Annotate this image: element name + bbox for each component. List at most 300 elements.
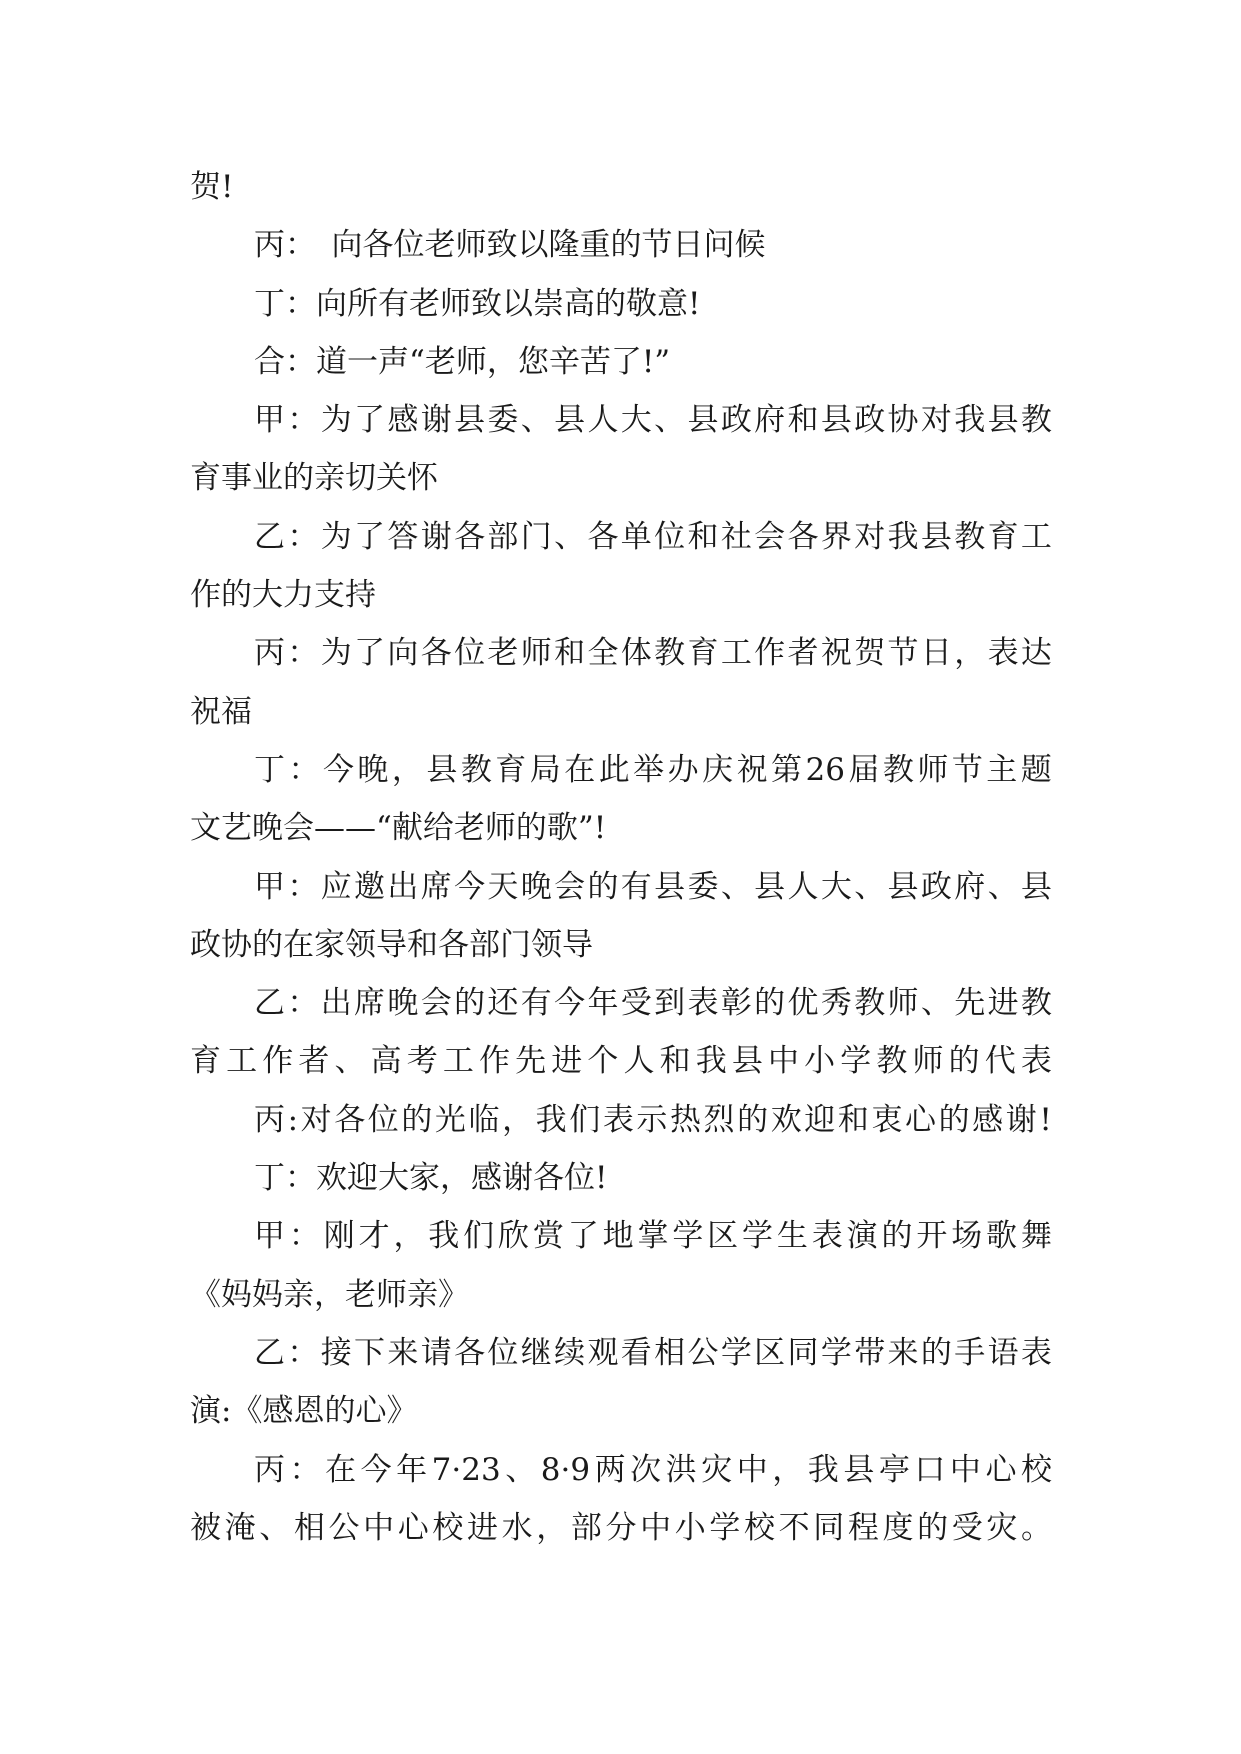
line-glyph: 洪 bbox=[665, 1451, 697, 1488]
line-glyph: 彰 bbox=[720, 985, 752, 1022]
line-glyph: 作 bbox=[754, 635, 786, 672]
line-glyph: 和 bbox=[659, 1043, 691, 1080]
line-glyph: 代 bbox=[984, 1043, 1016, 1080]
line-glyph: 、 bbox=[654, 402, 686, 439]
line-glyph: 作 bbox=[262, 1043, 294, 1080]
line-glyph: 带 bbox=[854, 1334, 886, 1371]
line-glyph: 的 bbox=[454, 985, 486, 1022]
line-glyph: ： bbox=[287, 402, 319, 439]
line-glyph: 的 bbox=[881, 1218, 913, 1255]
line-glyph: 表 bbox=[987, 635, 1019, 672]
line-glyph: ： bbox=[287, 635, 319, 672]
line-glyph: 表 bbox=[687, 985, 719, 1022]
line-glyph: ： bbox=[287, 985, 319, 1022]
text-line: 育事业的亲切关怀 bbox=[190, 460, 438, 497]
line-glyph: 各 bbox=[454, 518, 486, 555]
text-line bbox=[190, 858, 1052, 916]
line-glyph: 观 bbox=[587, 1334, 619, 1371]
line-glyph: 演 bbox=[846, 1218, 878, 1255]
line-glyph: 乙 bbox=[254, 985, 285, 1022]
line-glyph: 人 bbox=[623, 1043, 655, 1080]
line-glyph: 位 bbox=[654, 518, 686, 555]
text-line: 政协的在家领导和各部门领导 bbox=[190, 926, 593, 963]
line-glyph: 晚 bbox=[387, 985, 419, 1022]
line-glyph: 了 bbox=[354, 402, 386, 439]
text-line bbox=[190, 624, 1052, 682]
line-glyph: 和 bbox=[554, 635, 586, 672]
line-glyph: 小 bbox=[804, 1043, 836, 1080]
line-glyph: 的 bbox=[754, 985, 786, 1022]
line-glyph: 感 bbox=[972, 1101, 1004, 1138]
line-glyph: 届 bbox=[848, 751, 880, 788]
line-glyph: 席 bbox=[420, 868, 452, 905]
line-glyph: 心 bbox=[397, 1509, 429, 1546]
line-glyph: 育 bbox=[987, 518, 1019, 555]
line-glyph: 学 bbox=[820, 1334, 852, 1371]
line-glyph: 县 bbox=[731, 1043, 763, 1080]
line-glyph: 谢 bbox=[420, 402, 452, 439]
line-glyph: 师 bbox=[887, 985, 919, 1022]
line-glyph: 个 bbox=[587, 1043, 619, 1080]
line-glyph: 亭 bbox=[878, 1451, 910, 1488]
line-glyph: 学 bbox=[742, 1218, 774, 1255]
line-glyph: 光 bbox=[434, 1101, 466, 1138]
line-glyph: 看 bbox=[620, 1334, 652, 1371]
line-glyph: 教 bbox=[1020, 985, 1052, 1022]
line-glyph: 、 bbox=[259, 1509, 291, 1546]
line-glyph: 优 bbox=[787, 985, 819, 1022]
line-glyph: 今 bbox=[554, 985, 586, 1022]
line-glyph: ： bbox=[287, 518, 319, 555]
line-glyph: 们 bbox=[569, 1101, 601, 1138]
line-glyph: 的 bbox=[917, 1509, 949, 1546]
line-glyph: 达 bbox=[1020, 635, 1052, 672]
line-glyph: 谢 bbox=[1005, 1101, 1037, 1138]
line-glyph: 为 bbox=[320, 635, 352, 672]
line-glyph: ： bbox=[287, 1334, 319, 1371]
line-glyph: 灾 bbox=[701, 1451, 733, 1488]
line-glyph: 的 bbox=[948, 1043, 980, 1080]
line-glyph: 有 bbox=[620, 868, 652, 905]
line-glyph: 委 bbox=[687, 868, 719, 905]
line-glyph: 区 bbox=[754, 1334, 786, 1371]
line-glyph: 。 bbox=[1021, 1509, 1052, 1546]
line-glyph: 进 bbox=[467, 1509, 498, 1546]
line-glyph: 我 bbox=[954, 402, 986, 439]
line-glyph: 公 bbox=[687, 1334, 719, 1371]
line-glyph: 接 bbox=[320, 1334, 352, 1371]
line-glyph: 、 bbox=[920, 985, 952, 1022]
line-glyph: 分 bbox=[605, 1509, 637, 1546]
line-glyph: 度 bbox=[882, 1509, 914, 1546]
line-glyph: 学 bbox=[709, 1509, 741, 1546]
line-glyph: 和 bbox=[837, 1101, 869, 1138]
text-line: 演:《感恩的心》 bbox=[190, 1393, 418, 1430]
line-glyph: 赏 bbox=[532, 1218, 564, 1255]
line-glyph: 歌 bbox=[986, 1218, 1018, 1255]
line-glyph: 今 bbox=[360, 1451, 392, 1488]
line-glyph: ： bbox=[288, 1218, 320, 1255]
line-glyph: 县 bbox=[754, 868, 786, 905]
line-glyph: 、 bbox=[505, 1451, 537, 1488]
line-glyph: ： bbox=[287, 868, 319, 905]
line-glyph: 先 bbox=[515, 1043, 547, 1080]
line-glyph: 受 bbox=[620, 985, 652, 1022]
line-glyph: 政 bbox=[720, 402, 752, 439]
line-glyph: 祝 bbox=[820, 635, 852, 672]
line-glyph: 舞 bbox=[1020, 1218, 1052, 1255]
line-glyph: 县 bbox=[987, 402, 1019, 439]
line-glyph: 的 bbox=[401, 1101, 433, 1138]
line-glyph: 对 bbox=[920, 402, 952, 439]
line-glyph: 8·9 bbox=[540, 1451, 591, 1488]
line-glyph: 中 bbox=[363, 1509, 395, 1546]
line-glyph: 不 bbox=[778, 1509, 810, 1546]
line-glyph: 继 bbox=[520, 1334, 552, 1371]
text-line: 合：道一声“老师，您辛苦了!” bbox=[254, 343, 671, 380]
line-glyph: 教 bbox=[654, 635, 686, 672]
line-glyph: 教 bbox=[460, 751, 492, 788]
line-glyph: 工 bbox=[442, 1043, 474, 1080]
line-glyph: 会 bbox=[420, 985, 452, 1022]
line-glyph: 者 bbox=[787, 635, 819, 672]
line-glyph: 年 bbox=[396, 1451, 428, 1488]
line-glyph: 各 bbox=[420, 635, 452, 672]
line-glyph: 同 bbox=[813, 1509, 845, 1546]
line-glyph: 示 bbox=[636, 1101, 668, 1138]
line-glyph: 应 bbox=[320, 868, 352, 905]
line-glyph: 中 bbox=[768, 1043, 799, 1080]
line-glyph: 程 bbox=[847, 1509, 879, 1546]
line-glyph: 晚 bbox=[520, 868, 552, 905]
line-glyph: 到 bbox=[654, 985, 686, 1022]
line-glyph: 中 bbox=[949, 1451, 981, 1488]
line-glyph: 还 bbox=[487, 985, 519, 1022]
line-glyph: 丙 bbox=[254, 1101, 285, 1138]
line-glyph: 为 bbox=[320, 518, 352, 555]
line-glyph: 26 bbox=[805, 751, 845, 788]
line-glyph: ， bbox=[391, 751, 423, 788]
line-glyph: 县 bbox=[843, 1451, 875, 1488]
line-glyph: 的 bbox=[737, 1101, 769, 1138]
line-glyph: 欣 bbox=[498, 1218, 530, 1255]
line-glyph: 题 bbox=[1020, 751, 1052, 788]
line-glyph: 向 bbox=[387, 635, 419, 672]
line-glyph: ， bbox=[954, 635, 986, 672]
line-glyph: 师 bbox=[917, 751, 949, 788]
line-glyph: 临 bbox=[468, 1101, 500, 1138]
line-glyph: 会 bbox=[754, 518, 786, 555]
text-line: 贺! bbox=[190, 169, 234, 205]
line-glyph: 作 bbox=[479, 1043, 510, 1080]
line-glyph: 、 bbox=[554, 518, 586, 555]
line-glyph: 我 bbox=[535, 1101, 567, 1138]
line-glyph: 来 bbox=[887, 1334, 919, 1371]
line-glyph: : bbox=[287, 1101, 299, 1138]
line-glyph: 委 bbox=[487, 402, 519, 439]
line-glyph: 欢 bbox=[770, 1101, 802, 1138]
line-glyph: 部 bbox=[570, 1509, 602, 1546]
line-glyph: 师 bbox=[912, 1043, 944, 1080]
text-line: 文艺晚会——“献给老师的歌”! bbox=[190, 810, 607, 847]
line-glyph: 相 bbox=[654, 1334, 686, 1371]
line-glyph: 了 bbox=[354, 635, 386, 672]
line-glyph: 掌 bbox=[637, 1218, 669, 1255]
line-glyph: 县 bbox=[887, 868, 919, 905]
line-glyph: 淹 bbox=[224, 1509, 256, 1546]
line-glyph: 政 bbox=[854, 402, 886, 439]
line-glyph: 表 bbox=[602, 1101, 634, 1138]
line-glyph: 教 bbox=[876, 1043, 908, 1080]
text-line: 祝福 bbox=[190, 693, 252, 730]
line-glyph: 县 bbox=[1020, 868, 1052, 905]
line-glyph: 教 bbox=[854, 985, 886, 1022]
line-glyph: 甲 bbox=[254, 1218, 285, 1255]
line-glyph: 部 bbox=[487, 518, 519, 555]
line-glyph: 各 bbox=[334, 1101, 366, 1138]
text-line: 作的大力支持 bbox=[190, 577, 376, 614]
line-glyph: 烈 bbox=[703, 1101, 735, 1138]
line-glyph: 人 bbox=[587, 402, 619, 439]
line-glyph: 席 bbox=[354, 985, 386, 1022]
line-glyph: 谢 bbox=[420, 518, 452, 555]
line-glyph: 同 bbox=[787, 1334, 819, 1371]
line-glyph: 水 bbox=[501, 1509, 533, 1546]
line-glyph: 对 bbox=[300, 1101, 332, 1138]
line-glyph: 此 bbox=[598, 751, 630, 788]
line-glyph: 高 bbox=[370, 1043, 402, 1080]
line-glyph: 衷 bbox=[871, 1101, 903, 1138]
line-glyph: 热 bbox=[669, 1101, 701, 1138]
line-glyph: 下 bbox=[354, 1334, 386, 1371]
line-glyph: 学 bbox=[840, 1043, 872, 1080]
line-glyph: 者 bbox=[298, 1043, 330, 1080]
line-glyph: 县 bbox=[554, 402, 586, 439]
line-glyph: 我 bbox=[695, 1043, 727, 1080]
line-glyph: 办 bbox=[667, 751, 699, 788]
line-glyph: 县 bbox=[687, 402, 719, 439]
line-glyph: 刚 bbox=[323, 1218, 355, 1255]
line-glyph: 举 bbox=[633, 751, 665, 788]
line-glyph: 大 bbox=[620, 402, 652, 439]
line-glyph: 手 bbox=[954, 1334, 986, 1371]
line-glyph: 区 bbox=[707, 1218, 739, 1255]
line-glyph: 县 bbox=[454, 402, 486, 439]
line-glyph: 体 bbox=[620, 635, 652, 672]
line-glyph: 节 bbox=[951, 751, 983, 788]
line-glyph: 的 bbox=[938, 1101, 970, 1138]
line-glyph: 心 bbox=[985, 1451, 1017, 1488]
line-glyph: 各 bbox=[454, 1334, 486, 1371]
line-glyph: 丁 bbox=[254, 751, 285, 788]
text-line bbox=[190, 391, 1052, 449]
line-glyph: 社 bbox=[720, 518, 752, 555]
line-glyph: 被 bbox=[190, 1509, 221, 1546]
line-glyph: 先 bbox=[954, 985, 986, 1022]
line-glyph: 表 bbox=[811, 1218, 843, 1255]
line-glyph: 小 bbox=[674, 1509, 706, 1546]
line-glyph: 教 bbox=[882, 751, 914, 788]
line-glyph: 感 bbox=[387, 402, 419, 439]
text-line: 丙： 向各位老师致以隆重的节日问候 bbox=[254, 227, 766, 264]
line-glyph: 中 bbox=[640, 1509, 672, 1546]
line-glyph: 工 bbox=[720, 635, 752, 672]
line-glyph: 位 bbox=[367, 1101, 399, 1138]
line-glyph: 工 bbox=[1020, 518, 1052, 555]
line-glyph: 我 bbox=[428, 1218, 460, 1255]
line-glyph: 年 bbox=[587, 985, 619, 1022]
line-glyph: 育 bbox=[495, 751, 527, 788]
line-glyph: 乙 bbox=[254, 1334, 285, 1371]
text-line bbox=[190, 1207, 1052, 1265]
line-glyph: ： bbox=[288, 751, 320, 788]
line-glyph: 出 bbox=[320, 985, 352, 1022]
line-glyph: 校 bbox=[1020, 1451, 1052, 1488]
line-glyph: 受 bbox=[951, 1509, 983, 1546]
text-line: 《妈妈亲，老师亲》 bbox=[190, 1276, 469, 1313]
line-glyph: 灾 bbox=[986, 1509, 1018, 1546]
line-glyph: 各 bbox=[587, 518, 619, 555]
line-glyph: 今 bbox=[454, 868, 486, 905]
line-glyph: 府 bbox=[954, 868, 986, 905]
text-line bbox=[190, 974, 1052, 1032]
line-glyph: ： bbox=[289, 1451, 321, 1488]
line-glyph: 会 bbox=[554, 868, 586, 905]
line-glyph: 节 bbox=[887, 635, 919, 672]
line-glyph: 乙 bbox=[254, 518, 285, 555]
line-glyph: 县 bbox=[920, 518, 952, 555]
line-glyph: 次 bbox=[630, 1451, 662, 1488]
line-glyph: 生 bbox=[776, 1218, 808, 1255]
line-glyph: 各 bbox=[787, 518, 819, 555]
line-glyph: 校 bbox=[744, 1509, 775, 1546]
line-glyph: 们 bbox=[463, 1218, 495, 1255]
line-glyph: 中 bbox=[736, 1451, 768, 1488]
line-glyph: 场 bbox=[951, 1218, 983, 1255]
line-glyph: 7·23 bbox=[431, 1451, 501, 1488]
line-glyph: 考 bbox=[406, 1043, 438, 1080]
line-glyph: 我 bbox=[807, 1451, 839, 1488]
text-line bbox=[190, 1441, 1052, 1499]
line-glyph: 对 bbox=[854, 518, 886, 555]
line-glyph: 甲 bbox=[254, 868, 285, 905]
document-body bbox=[190, 158, 1052, 1557]
line-glyph: 日 bbox=[920, 635, 952, 672]
line-glyph: 主 bbox=[986, 751, 1018, 788]
line-glyph: 丙 bbox=[254, 1451, 285, 1488]
line-glyph: 进 bbox=[987, 985, 1019, 1022]
text-line: 丁：向所有老师致以崇高的敬意! bbox=[254, 285, 701, 322]
line-glyph: 师 bbox=[520, 635, 552, 672]
line-glyph: 门 bbox=[520, 518, 552, 555]
line-glyph: 为 bbox=[320, 402, 352, 439]
line-glyph: 在 bbox=[564, 751, 596, 788]
line-glyph: 有 bbox=[520, 985, 552, 1022]
line-glyph: 县 bbox=[820, 402, 852, 439]
line-glyph: 相 bbox=[293, 1509, 325, 1546]
line-glyph: 和 bbox=[687, 518, 719, 555]
line-glyph: 答 bbox=[387, 518, 419, 555]
line-glyph: 请 bbox=[420, 1334, 452, 1371]
line-glyph: 来 bbox=[387, 1334, 419, 1371]
line-glyph: 地 bbox=[602, 1218, 634, 1255]
line-glyph: 进 bbox=[551, 1043, 583, 1080]
line-glyph: 了 bbox=[354, 518, 386, 555]
line-glyph: 政 bbox=[920, 868, 952, 905]
line-glyph: 位 bbox=[454, 635, 486, 672]
text-line bbox=[190, 1324, 1052, 1382]
line-glyph: ， bbox=[772, 1451, 804, 1488]
line-glyph: 、 bbox=[520, 402, 552, 439]
text-line bbox=[190, 741, 1052, 799]
line-glyph: 庆 bbox=[702, 751, 734, 788]
line-glyph: ， bbox=[502, 1101, 534, 1138]
line-glyph: 界 bbox=[820, 518, 852, 555]
line-glyph: 晚 bbox=[357, 751, 389, 788]
line-glyph: 府 bbox=[754, 402, 786, 439]
text-line bbox=[190, 1032, 1052, 1090]
line-glyph: 教 bbox=[1020, 402, 1052, 439]
line-glyph: 我 bbox=[887, 518, 919, 555]
text-line: 丁：欢迎大家，感谢各位! bbox=[254, 1160, 608, 1197]
line-glyph: 两 bbox=[594, 1451, 626, 1488]
line-glyph: 教 bbox=[954, 518, 986, 555]
line-glyph: 迎 bbox=[804, 1101, 836, 1138]
line-glyph: 祝 bbox=[736, 751, 768, 788]
line-glyph: 的 bbox=[587, 868, 619, 905]
text-line bbox=[190, 508, 1052, 566]
line-glyph: 甲 bbox=[254, 402, 285, 439]
line-glyph: 协 bbox=[887, 402, 919, 439]
line-glyph: 育 bbox=[190, 1043, 221, 1080]
line-glyph: 天 bbox=[487, 868, 519, 905]
line-glyph: 老 bbox=[487, 635, 519, 672]
line-glyph: 第 bbox=[771, 751, 803, 788]
line-glyph: 局 bbox=[529, 751, 561, 788]
line-glyph: 口 bbox=[914, 1451, 946, 1488]
line-glyph: 表 bbox=[1020, 1043, 1052, 1080]
line-glyph: 校 bbox=[432, 1509, 464, 1546]
line-glyph: 才 bbox=[358, 1218, 390, 1255]
line-glyph: 育 bbox=[687, 635, 719, 672]
line-glyph: 心 bbox=[905, 1101, 937, 1138]
line-glyph: 秀 bbox=[820, 985, 852, 1022]
line-glyph: 全 bbox=[587, 635, 619, 672]
line-glyph: 大 bbox=[820, 868, 852, 905]
line-glyph: 续 bbox=[554, 1334, 586, 1371]
line-glyph: 邀 bbox=[354, 868, 386, 905]
line-glyph: 丙 bbox=[254, 635, 285, 672]
line-glyph: ， bbox=[393, 1218, 425, 1255]
text-line bbox=[190, 1091, 1052, 1149]
line-glyph: 了 bbox=[567, 1218, 599, 1255]
line-glyph: 工 bbox=[226, 1043, 258, 1080]
line-glyph: 、 bbox=[987, 868, 1019, 905]
line-glyph: 、 bbox=[334, 1043, 366, 1080]
line-glyph: 今 bbox=[322, 751, 354, 788]
line-glyph: 贺 bbox=[854, 635, 886, 672]
line-glyph: 县 bbox=[426, 751, 458, 788]
line-glyph: 公 bbox=[328, 1509, 360, 1546]
line-glyph: 的 bbox=[920, 1334, 952, 1371]
line-glyph: 学 bbox=[672, 1218, 704, 1255]
text-line bbox=[190, 1499, 1052, 1557]
line-glyph: 县 bbox=[654, 868, 686, 905]
line-glyph: ， bbox=[536, 1509, 568, 1546]
line-glyph: 学 bbox=[720, 1334, 752, 1371]
line-glyph: 人 bbox=[787, 868, 819, 905]
line-glyph: 、 bbox=[854, 868, 886, 905]
